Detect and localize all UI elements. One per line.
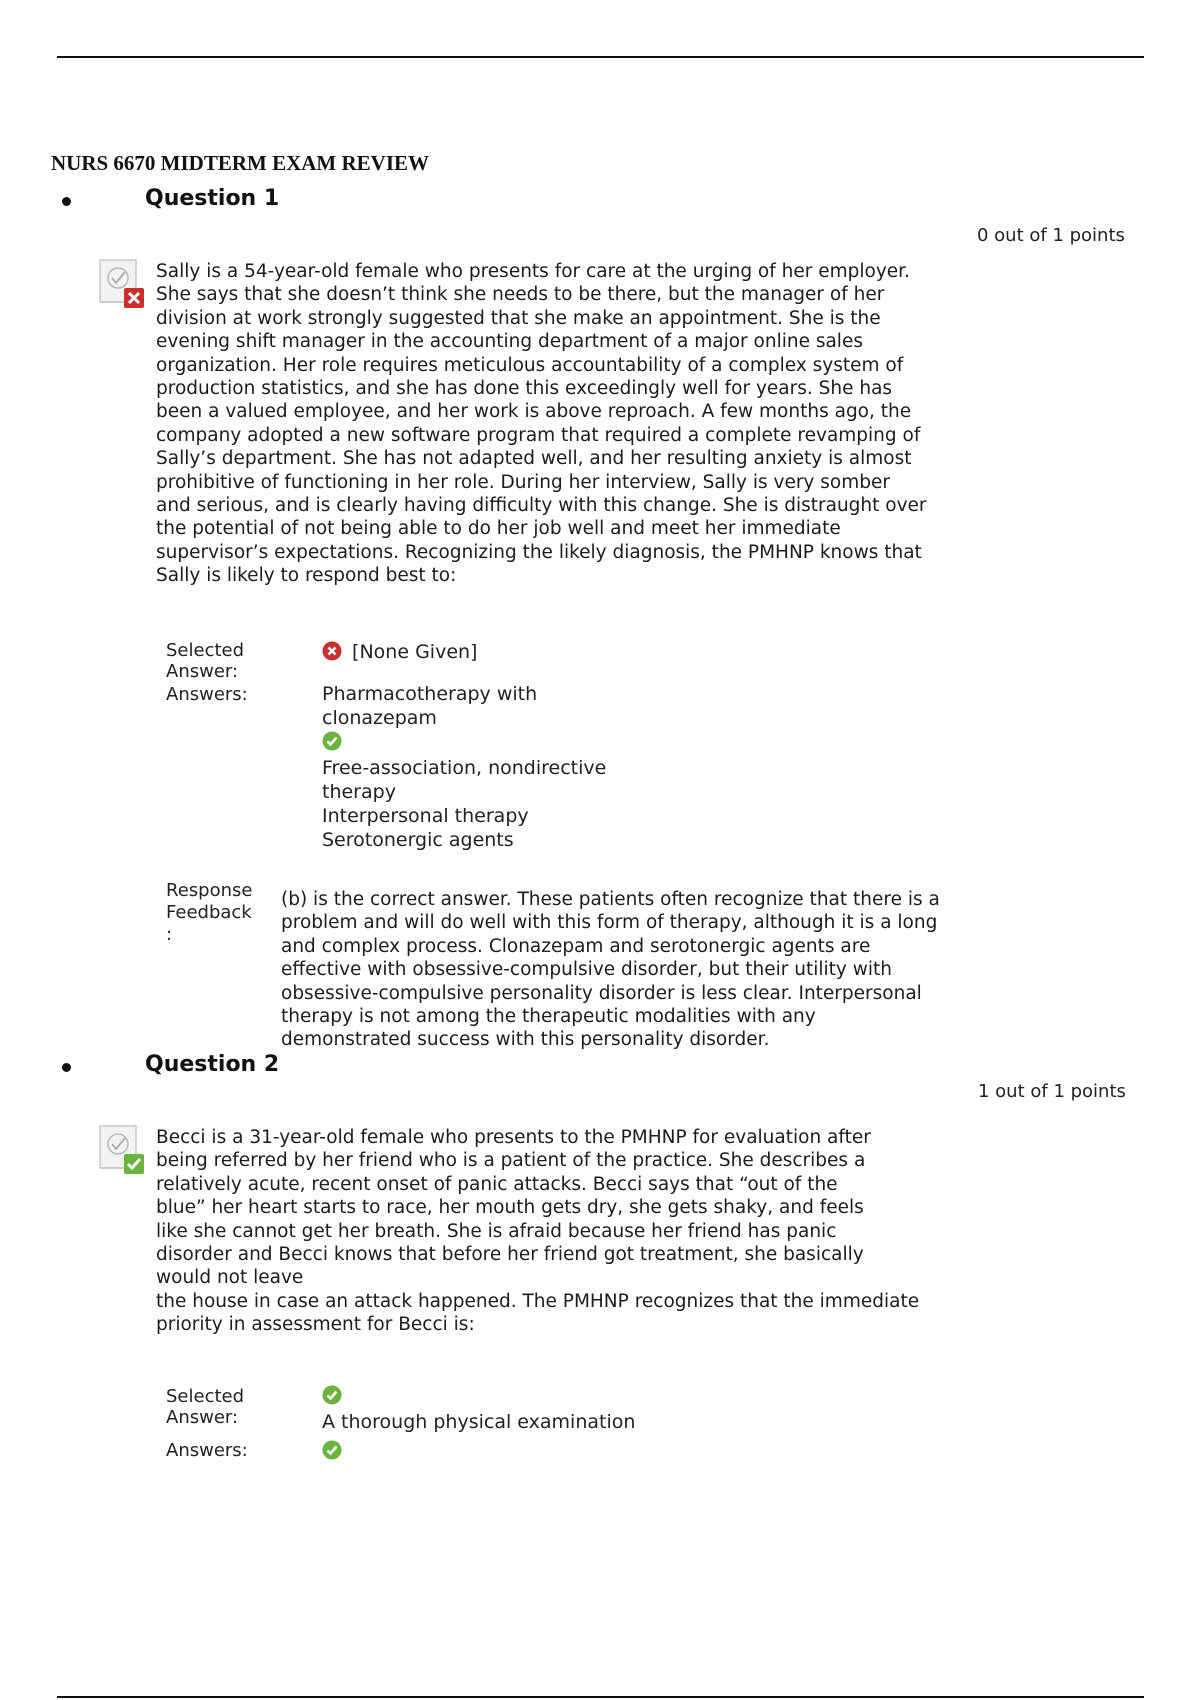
question-text-line: production statistics, and she has done this exceedingly well for years. She has [156, 378, 893, 400]
question-text-line: would not leave [156, 1267, 304, 1289]
answer-option: clonazepam [322, 707, 437, 729]
bullet-question-2 [62, 1063, 71, 1072]
question-text-line: Becci is a 31-year-old female who presents to the PMHNP for evaluation after [156, 1127, 871, 1148]
document-title: NURS 6670 MIDTERM EXAM REVIEW [51, 151, 430, 175]
top-rule [57, 56, 1144, 58]
question-incorrect-icon [98, 258, 146, 310]
bullet-question-1 [62, 197, 71, 206]
feedback-line: problem and will do well with this form of therapy, although it is a long [281, 912, 938, 934]
answer-option: therapy [322, 781, 396, 803]
feedback-line: demonstrated success with this personality disorder. [281, 1029, 770, 1051]
answer-option: Free-association, nondirective [322, 757, 607, 779]
response-feedback-label: Response Feedback : [166, 880, 253, 945]
question-text-line: disorder and Becci knows that before her friend got treatment, she basically [156, 1244, 864, 1266]
question-text-line: relatively acute, recent onset of panic attacks. Becci says that “out of the [156, 1173, 838, 1195]
response-feedback [281, 888, 1011, 1052]
question-text-line: been a valued employee, and her work is above reproach. A few months ago, the [156, 401, 912, 423]
feedback-line: obsessive-compulsive personality disorder is less clear. Interpersonal [281, 982, 922, 1004]
feedback-line: and complex process. Clonazepam and serotonergic agents are [281, 935, 871, 957]
question-text-line: being referred by her friend who is a patient of the practice. She describes a [156, 1150, 866, 1172]
question-2-title: Question 2 [145, 1052, 280, 1077]
correct-check-icon [322, 1385, 342, 1405]
question-text-line: She says that she doesn’t think she needs to be there, but the manager of her [156, 284, 885, 306]
question-text-line: organization. Her role requires meticulous accountability of a complex system of [156, 354, 904, 376]
incorrect-icon [322, 641, 342, 661]
answer-list [322, 682, 606, 852]
selected-answer-label: Selected Answer: [166, 640, 245, 682]
selected-answer-text: A thorough physical examination [322, 1411, 636, 1433]
feedback-line: (b) is the correct answer. These patients often recognize that there is a [281, 889, 940, 910]
question-correct-icon [98, 1124, 146, 1176]
answer-option: Interpersonal therapy [322, 805, 529, 827]
question-2-text [156, 1126, 1006, 1337]
selected-answer-value [322, 640, 477, 664]
question-text-line: prohibitive of functioning in her role. During her interview, Sally is very somber [156, 471, 890, 493]
question-1-text [156, 260, 1006, 588]
question-text-line: blue” her heart starts to race, her mouth gets dry, she gets shaky, and feels [156, 1197, 864, 1219]
question-text-line: priority in assessment for Becci is: [156, 1314, 475, 1336]
question-text-line: Sally is likely to respond best to: [156, 565, 457, 587]
answer-list [322, 1439, 342, 1463]
selected-answer-label: Selected Answer: [166, 1386, 245, 1428]
question-text-line: the house in case an attack happened. The PMHNP recognizes that the immediate [156, 1290, 920, 1312]
question-1-points: 0 out of 1 points [977, 225, 1125, 246]
feedback-line: therapy is not among the therapeutic modalities with any [281, 1006, 816, 1028]
correct-check-icon [322, 1440, 342, 1460]
correct-check-icon [322, 731, 342, 751]
feedback-line: effective with obsessive-compulsive disorder, but their utility with [281, 959, 892, 981]
bottom-rule [57, 1696, 1144, 1698]
answer-option: Serotonergic agents [322, 829, 514, 851]
question-text-line: evening shift manager in the accounting department of a major online sales [156, 331, 863, 353]
question-2-points: 1 out of 1 points [978, 1081, 1126, 1102]
question-text-line: company adopted a new software program that required a complete revamping of [156, 424, 921, 446]
question-text-line: Sally’s department. She has not adapted well, and her resulting anxiety is almost [156, 448, 912, 470]
question-1-title: Question 1 [145, 186, 280, 211]
answer-option: Pharmacotherapy with [322, 683, 538, 705]
answers-label: Answers: [166, 1440, 248, 1461]
answers-label: Answers: [166, 684, 248, 705]
question-text-line: division at work strongly suggested that she make an appointment. She is the [156, 307, 881, 329]
question-text-line: and serious, and is clearly having difficulty with this change. She is distraught over [156, 495, 927, 517]
question-text-line: like she cannot get her breath. She is afraid because her friend has panic [156, 1220, 837, 1242]
question-text-line: the potential of not being able to do her job well and meet her immediate [156, 518, 841, 540]
question-text-line: Sally is a 54-year-old female who presents for care at the urging of her employer. [156, 261, 910, 282]
selected-answer-text: [None Given] [352, 641, 478, 663]
question-text-line: supervisor’s expectations. Recognizing the likely diagnosis, the PMHNP knows that [156, 541, 922, 563]
selected-answer-value [322, 1384, 635, 1434]
